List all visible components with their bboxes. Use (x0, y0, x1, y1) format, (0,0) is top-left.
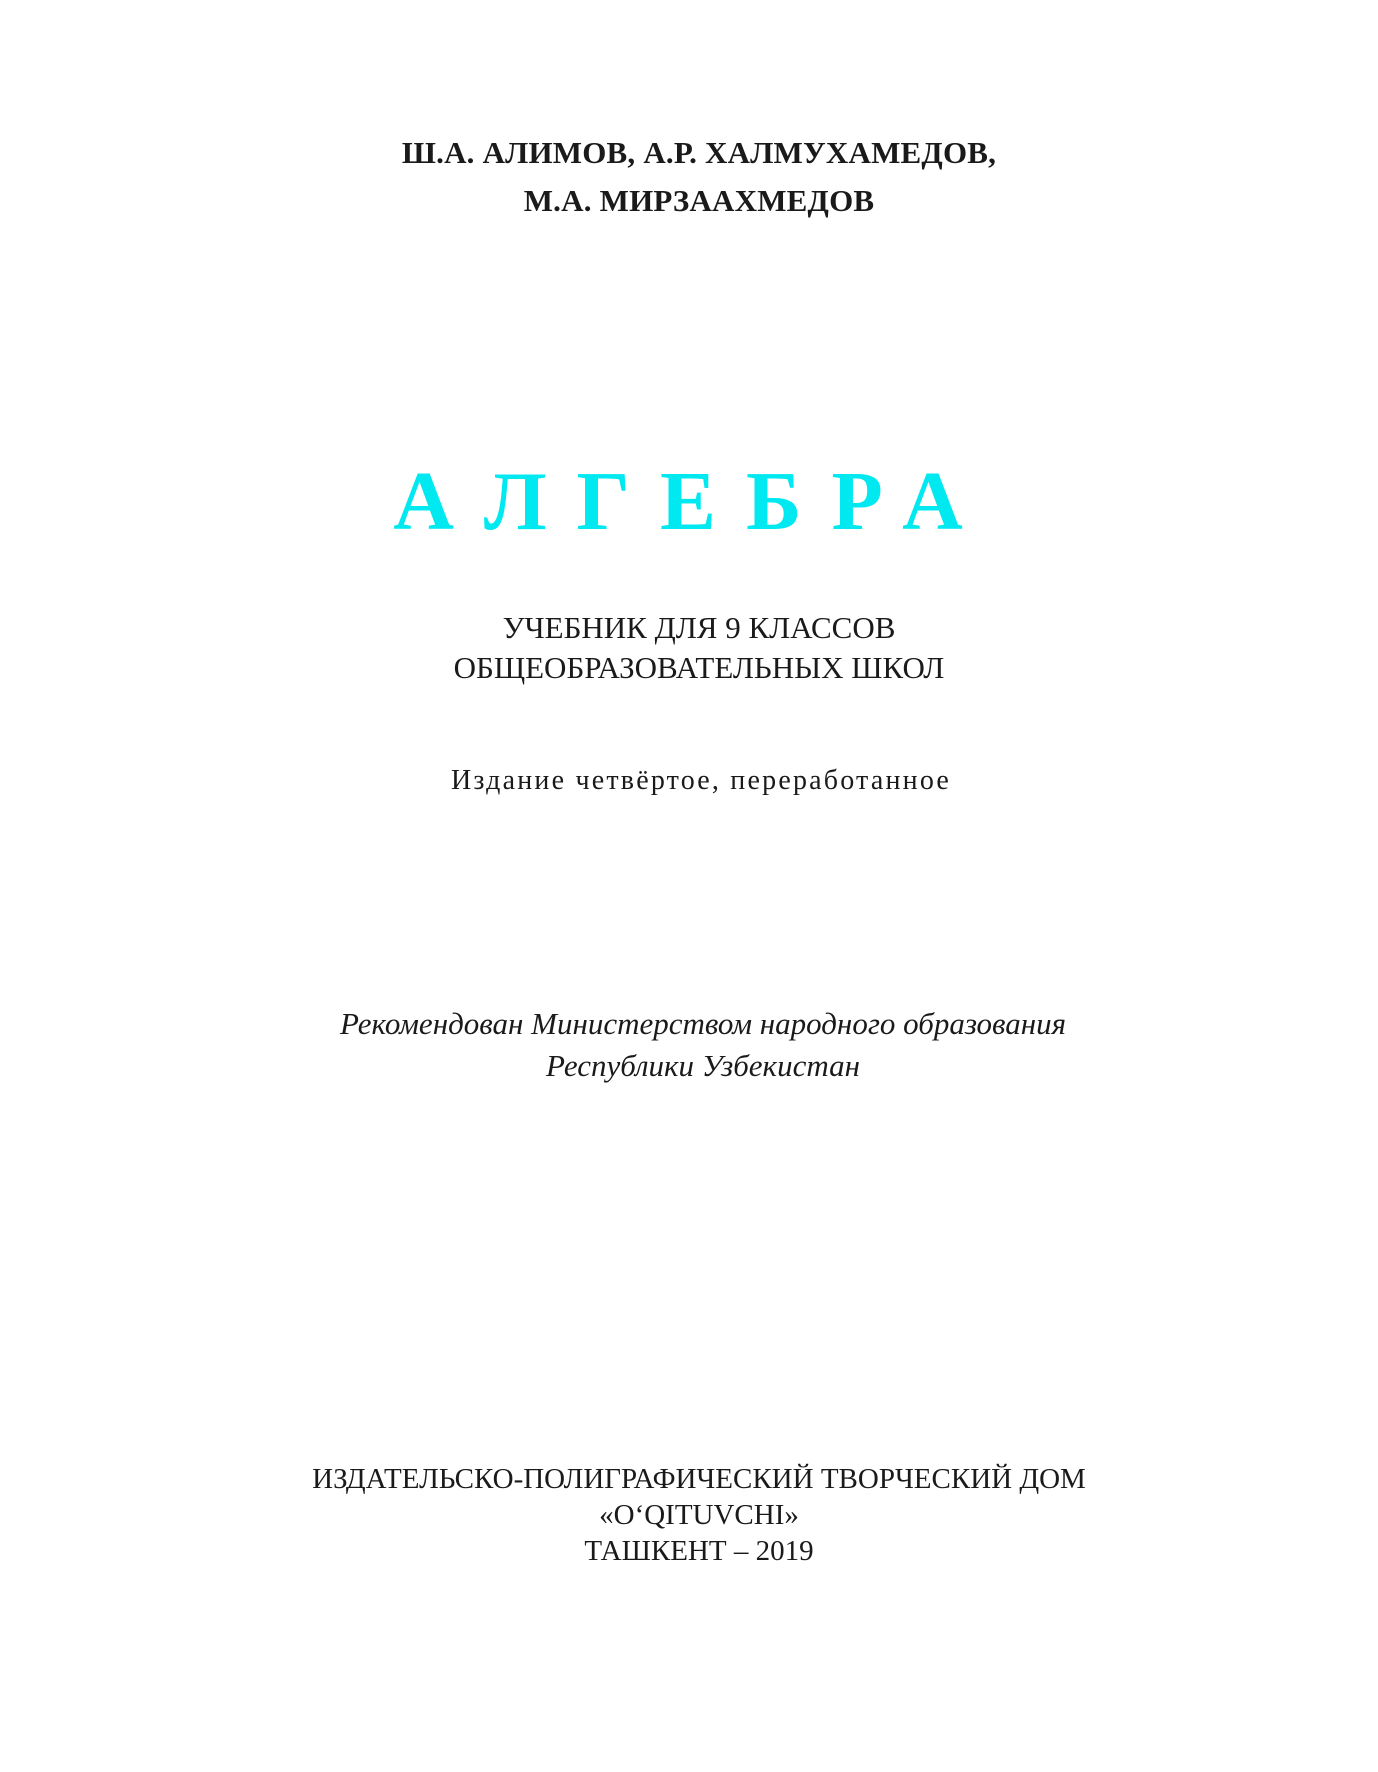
authors-line-1: Ш.А. АЛИМОВ, А.Р. ХАЛМУХАМЕДОВ, (401, 135, 997, 170)
edition-note (12, 763, 1378, 799)
authors (10, 129, 1378, 225)
book-title (4, 452, 1378, 552)
subtitle-line-1: УЧЕБНИК ДЛЯ 9 КЛАССОВ (502, 610, 896, 645)
publisher-line-2: «O‘QITUVCHI» (599, 1499, 799, 1531)
publisher-line-3: ТАШКЕНТ – 2019 (584, 1535, 814, 1567)
book-title-text: АЛГЕБРА (393, 455, 993, 548)
edition-text: Издание четвёртое, переработанное (451, 765, 951, 796)
publisher-imprint (10, 1461, 1378, 1569)
recommendation-line-2: Республики Узбекистан (546, 1048, 860, 1083)
subtitle-line-2: ОБЩЕОБРАЗОВАТЕЛЬНЫХ ШКОЛ (453, 650, 945, 685)
authors-line-2: М.А. МИРЗААХМЕДОВ (523, 183, 875, 218)
ministry-recommendation (14, 1003, 1378, 1087)
publisher-line-1: ИЗДАТЕЛЬСКО-ПОЛИГРАФИЧЕСКИЙ ТВОРЧЕСКИЙ ДОМ (312, 1463, 1086, 1495)
book-subtitle (10, 608, 1378, 688)
recommendation-line-1: Рекомендован Министерством народного образования (339, 1006, 1067, 1041)
